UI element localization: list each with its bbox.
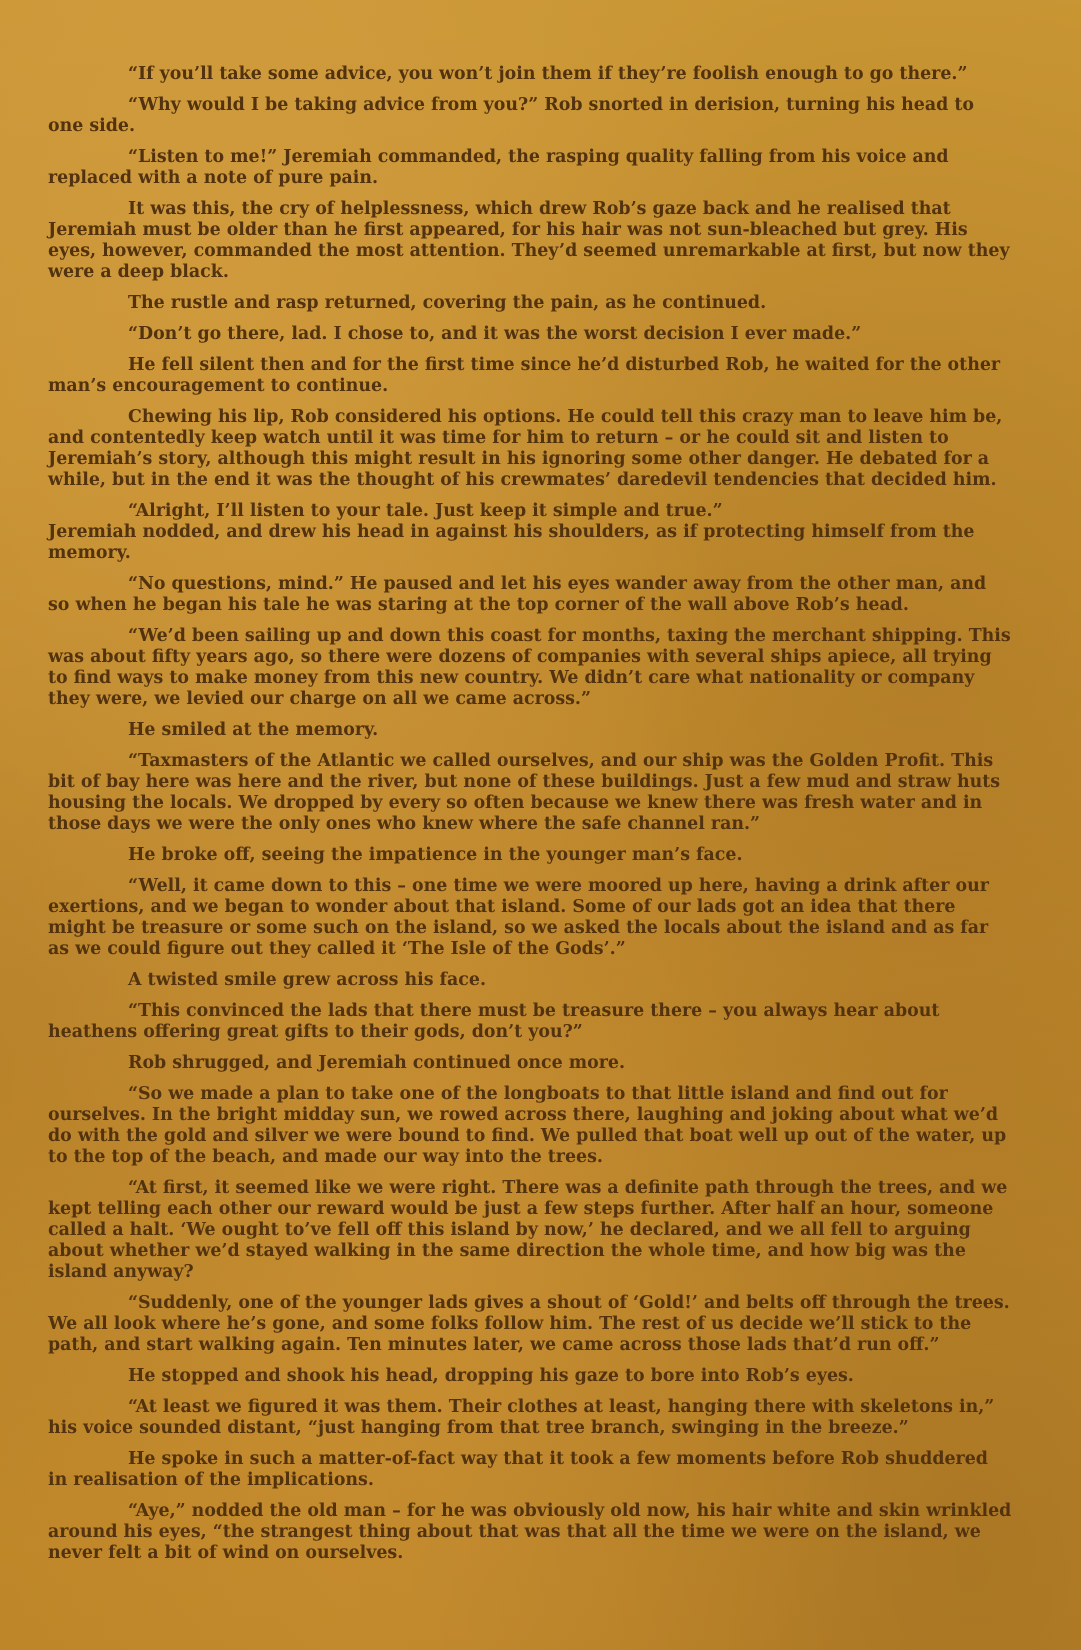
paragraph: “Alright, I’ll listen to your tale. Just keep it simple and true.” [128, 501, 723, 521]
paragraph: “Suddenly, one of the younger lads gives a shout of ‘Gold!’ and belts off through the trees. We all look where he’s gone, and some folks follow him. The rest of us decide we’ll stick to the path, and start walking again. Ten minutes later, we came across those lads that’d run off.” [48, 1293, 1010, 1355]
paragraph: “Why would I be taking advice from you?” Rob snorted in derision, turning his head to one side. [48, 95, 974, 136]
paragraph: Rob shrugged, and Jeremiah continued once more. [128, 1053, 626, 1073]
paragraph: Chewing his lip, Rob considered his options. He could tell this crazy man to leave him be, and contentedly keep watch until it was time for him to return – or he could sit and listen to Jeremiah’s story, although this might result in his ignoring some other danger. He debated for a while, but in the end it was the thought of his crewmates’ daredevil tendencies that decided him. [48, 407, 1003, 490]
paragraph: “At first, it seemed like we were right. There was a definite path through the trees, and we kept telling each other our reward would be just a few steps further. After half an hour, someone called a halt. ‘We ought to’ve fell off this island by now,’ he declared, and we all fell to arguing about whether we’d stayed walking in the same direction the whole time, and how big was the island anyway? [48, 1178, 1008, 1282]
story-text [48, 64, 1013, 1574]
paragraph: “Well, it came down to this – one time we were moored up here, having a drink after our exertions, and we began to wonder about that island. Some of our lads got an idea that there might be treasure or some such on the island, so we asked the locals about the island and as far as we could figure out they called it ‘The Isle of the Gods’.” [48, 876, 989, 959]
paragraph: “We’d been sailing up and down this coast for months, taxing the merchant shipping. This was about fifty years ago, so there were dozens of companies with several ships apiece, all trying to find ways to make money from this new country. We didn’t care what nationality or company they were, we levied our charge on all we came across.” [48, 626, 1011, 709]
paragraph: The rustle and rasp returned, covering the pain, as he continued. [128, 293, 767, 313]
paragraph: Jeremiah nodded, and drew his head in against his shoulders, as if protecting himself from the memory. [48, 522, 975, 563]
paragraph: “Aye,” nodded the old man – for he was obviously old now, his hair white and skin wrinkled around his eyes, “the strangest thing about that was that all the time we were on the island, we never felt a bit of wind on ourselves. [48, 1501, 1012, 1563]
paragraph: “Don’t go there, lad. I chose to, and it was the worst decision I ever made.” [128, 324, 862, 344]
paragraph: He spoke in such a matter-of-fact way that it took a few moments before Rob shuddered in realisation of the implications. [48, 1449, 988, 1490]
paragraph: “Taxmasters of the Atlantic we called ourselves, and our ship was the Golden Profit. This bit of bay here was here and the river, but none of these buildings. Just a few mud and straw huts housing the locals. We dropped by every so often because we knew there was fresh water and in those days we were the only ones who knew where the safe channel ran.” [48, 751, 1001, 834]
paragraph: “At least we figured it was them. Their clothes at least, hanging there with skeletons in,” his voice sounded distant, “just hanging from that tree branch, swinging in the breeze.” [48, 1397, 995, 1438]
paragraph: “Listen to me!” Jeremiah commanded, the rasping quality falling from his voice and replaced with a note of pure pain. [48, 147, 949, 188]
paragraph: “So we made a plan to take one of the longboats to that little island and find out for ourselves. In the bright midday sun, we rowed across there, laughing and joking about what we’d do with the gold and silver we were bound to find. We pulled that boat well up out of the water, up to the top of the beach, and made our way into the trees. [48, 1084, 1007, 1167]
paragraph: “If you’ll take some advice, you won’t join them if they’re foolish enough to go there.” [128, 64, 968, 84]
paragraph: “No questions, mind.” He paused and let his eyes wander away from the other man, and so when he began his tale he was staring at the top corner of the wall above Rob’s head. [48, 574, 987, 615]
paragraph: “This convinced the lads that there must be treasure there – you always hear about heathens offering great gifts to their gods, don’t you?” [48, 1001, 940, 1042]
paragraph: He fell silent then and for the first time since he’d disturbed Rob, he waited for the other man’s encouragement to continue. [48, 355, 1001, 396]
paragraph: It was this, the cry of helplessness, which drew Rob’s gaze back and he realised that Jeremiah must be older than he first appeared, for his hair was not sun-bleached but grey. His eyes, however, commanded the most attention. They’d seemed unremarkable at first, but now they were a deep black. [48, 199, 1010, 282]
paragraph: He broke off, seeing the impatience in the younger man’s face. [128, 845, 743, 865]
paragraph: He smiled at the memory. [128, 720, 379, 740]
paragraph: A twisted smile grew across his face. [128, 970, 487, 990]
paragraph: He stopped and shook his head, dropping his gaze to bore into Rob’s eyes. [128, 1366, 854, 1386]
